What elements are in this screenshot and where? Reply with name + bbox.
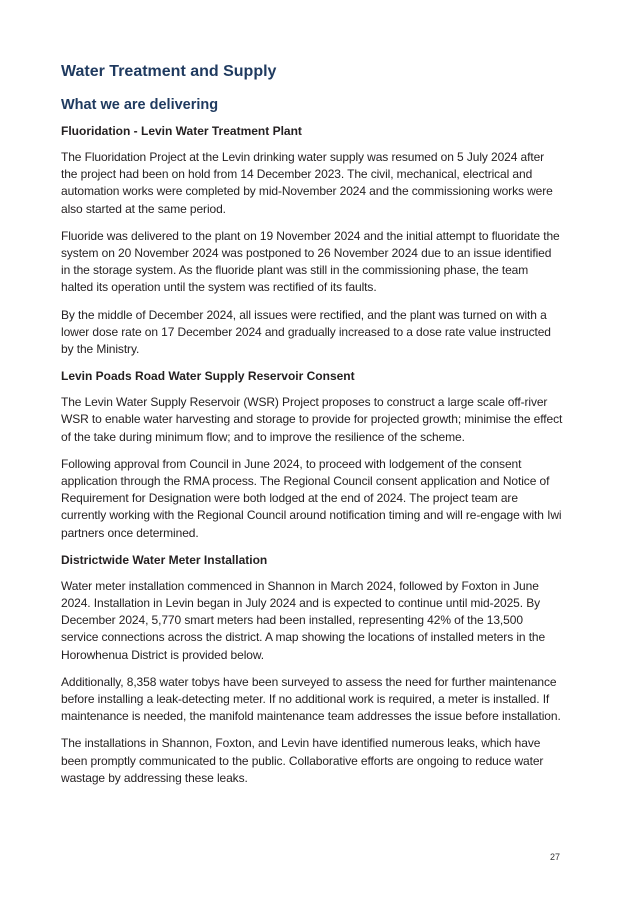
- fluoridation-paragraph: Fluoride was delivered to the plant on 19 November 2024 and the initial attempt to fluoridate the system on 20 November 2024 was postponed to 26 November 2024 due to an issue identified in the storage system. As the fluoride plant was still in the commissioning phase, the team halted its operation until the system was rectified of its faults.: [61, 228, 560, 295]
- fluoridation-paragraph: The Fluoridation Project at the Levin drinking water supply was resumed on 5 July 2024 after the project had been on hold from 14 December 2023. The civil, mechanical, electrical and automation works were completed by mid-November 2024 and the commissioning works were also started at the same period.: [61, 150, 553, 216]
- meters-paragraph: Water meter installation commenced in Shannon in March 2024, followed by Foxton in June 2024. Installation in Levin began in July 2024 and is expected to continue until mid-2025. By December 2024, 5,770 smart meters had been installed, representing 42% of the 13,500 service connections across the district. A map showing the locations of installed meters in the Horowhenua District is provided below.: [61, 578, 546, 662]
- section-title: Water Treatment and Supply: [61, 63, 277, 80]
- reservoir-paragraph: Following approval from Council in June 2024, to proceed with lodgement of the consent application through the RMA process. The Regional Council consent application and Notice of Requirement for Designation were both lodged at the end of 2024. The project team are currently working with the Regional Council around notification timing and will re-engage with Iwi partners once determined.: [61, 456, 562, 540]
- fluoridation-heading: Fluoridation - Levin Water Treatment Plant: [61, 124, 302, 138]
- meters-paragraph: Additionally, 8,358 water tobys have been surveyed to assess the need for further maintenance before installing a leak-detecting meter. If no additional work is required, a meter is installed. If maintenance is needed, the manifold maintenance team addresses the issue before installation.: [61, 674, 561, 724]
- page-number: 27: [549, 852, 560, 862]
- fluoridation-paragraph: By the middle of December 2024, all issues were rectified, and the plant was turned on with a lower dose rate on 17 December 2024 and gradually increased to a dose rate value instructed by the Ministry.: [61, 307, 551, 357]
- reservoir-paragraph: The Levin Water Supply Reservoir (WSR) Project proposes to construct a large scale off-river WSR to enable water harvesting and storage to provide for projected growth; minimise the effect of the take during minimum flow; and to improve the resilience of the scheme.: [61, 395, 563, 444]
- meters-heading: Districtwide Water Meter Installation: [61, 552, 268, 567]
- subsection-title: What we are delivering: [61, 97, 219, 113]
- document-page: [61, 62, 563, 797]
- meters-paragraph: The installations in Shannon, Foxton, and Levin have identified numerous leaks, which have been promptly communicated to the public. Collaborative efforts are ongoing to reduce water wastage by addressing these leaks.: [61, 736, 544, 785]
- reservoir-heading: Levin Poads Road Water Supply Reservoir Consent: [61, 369, 355, 384]
